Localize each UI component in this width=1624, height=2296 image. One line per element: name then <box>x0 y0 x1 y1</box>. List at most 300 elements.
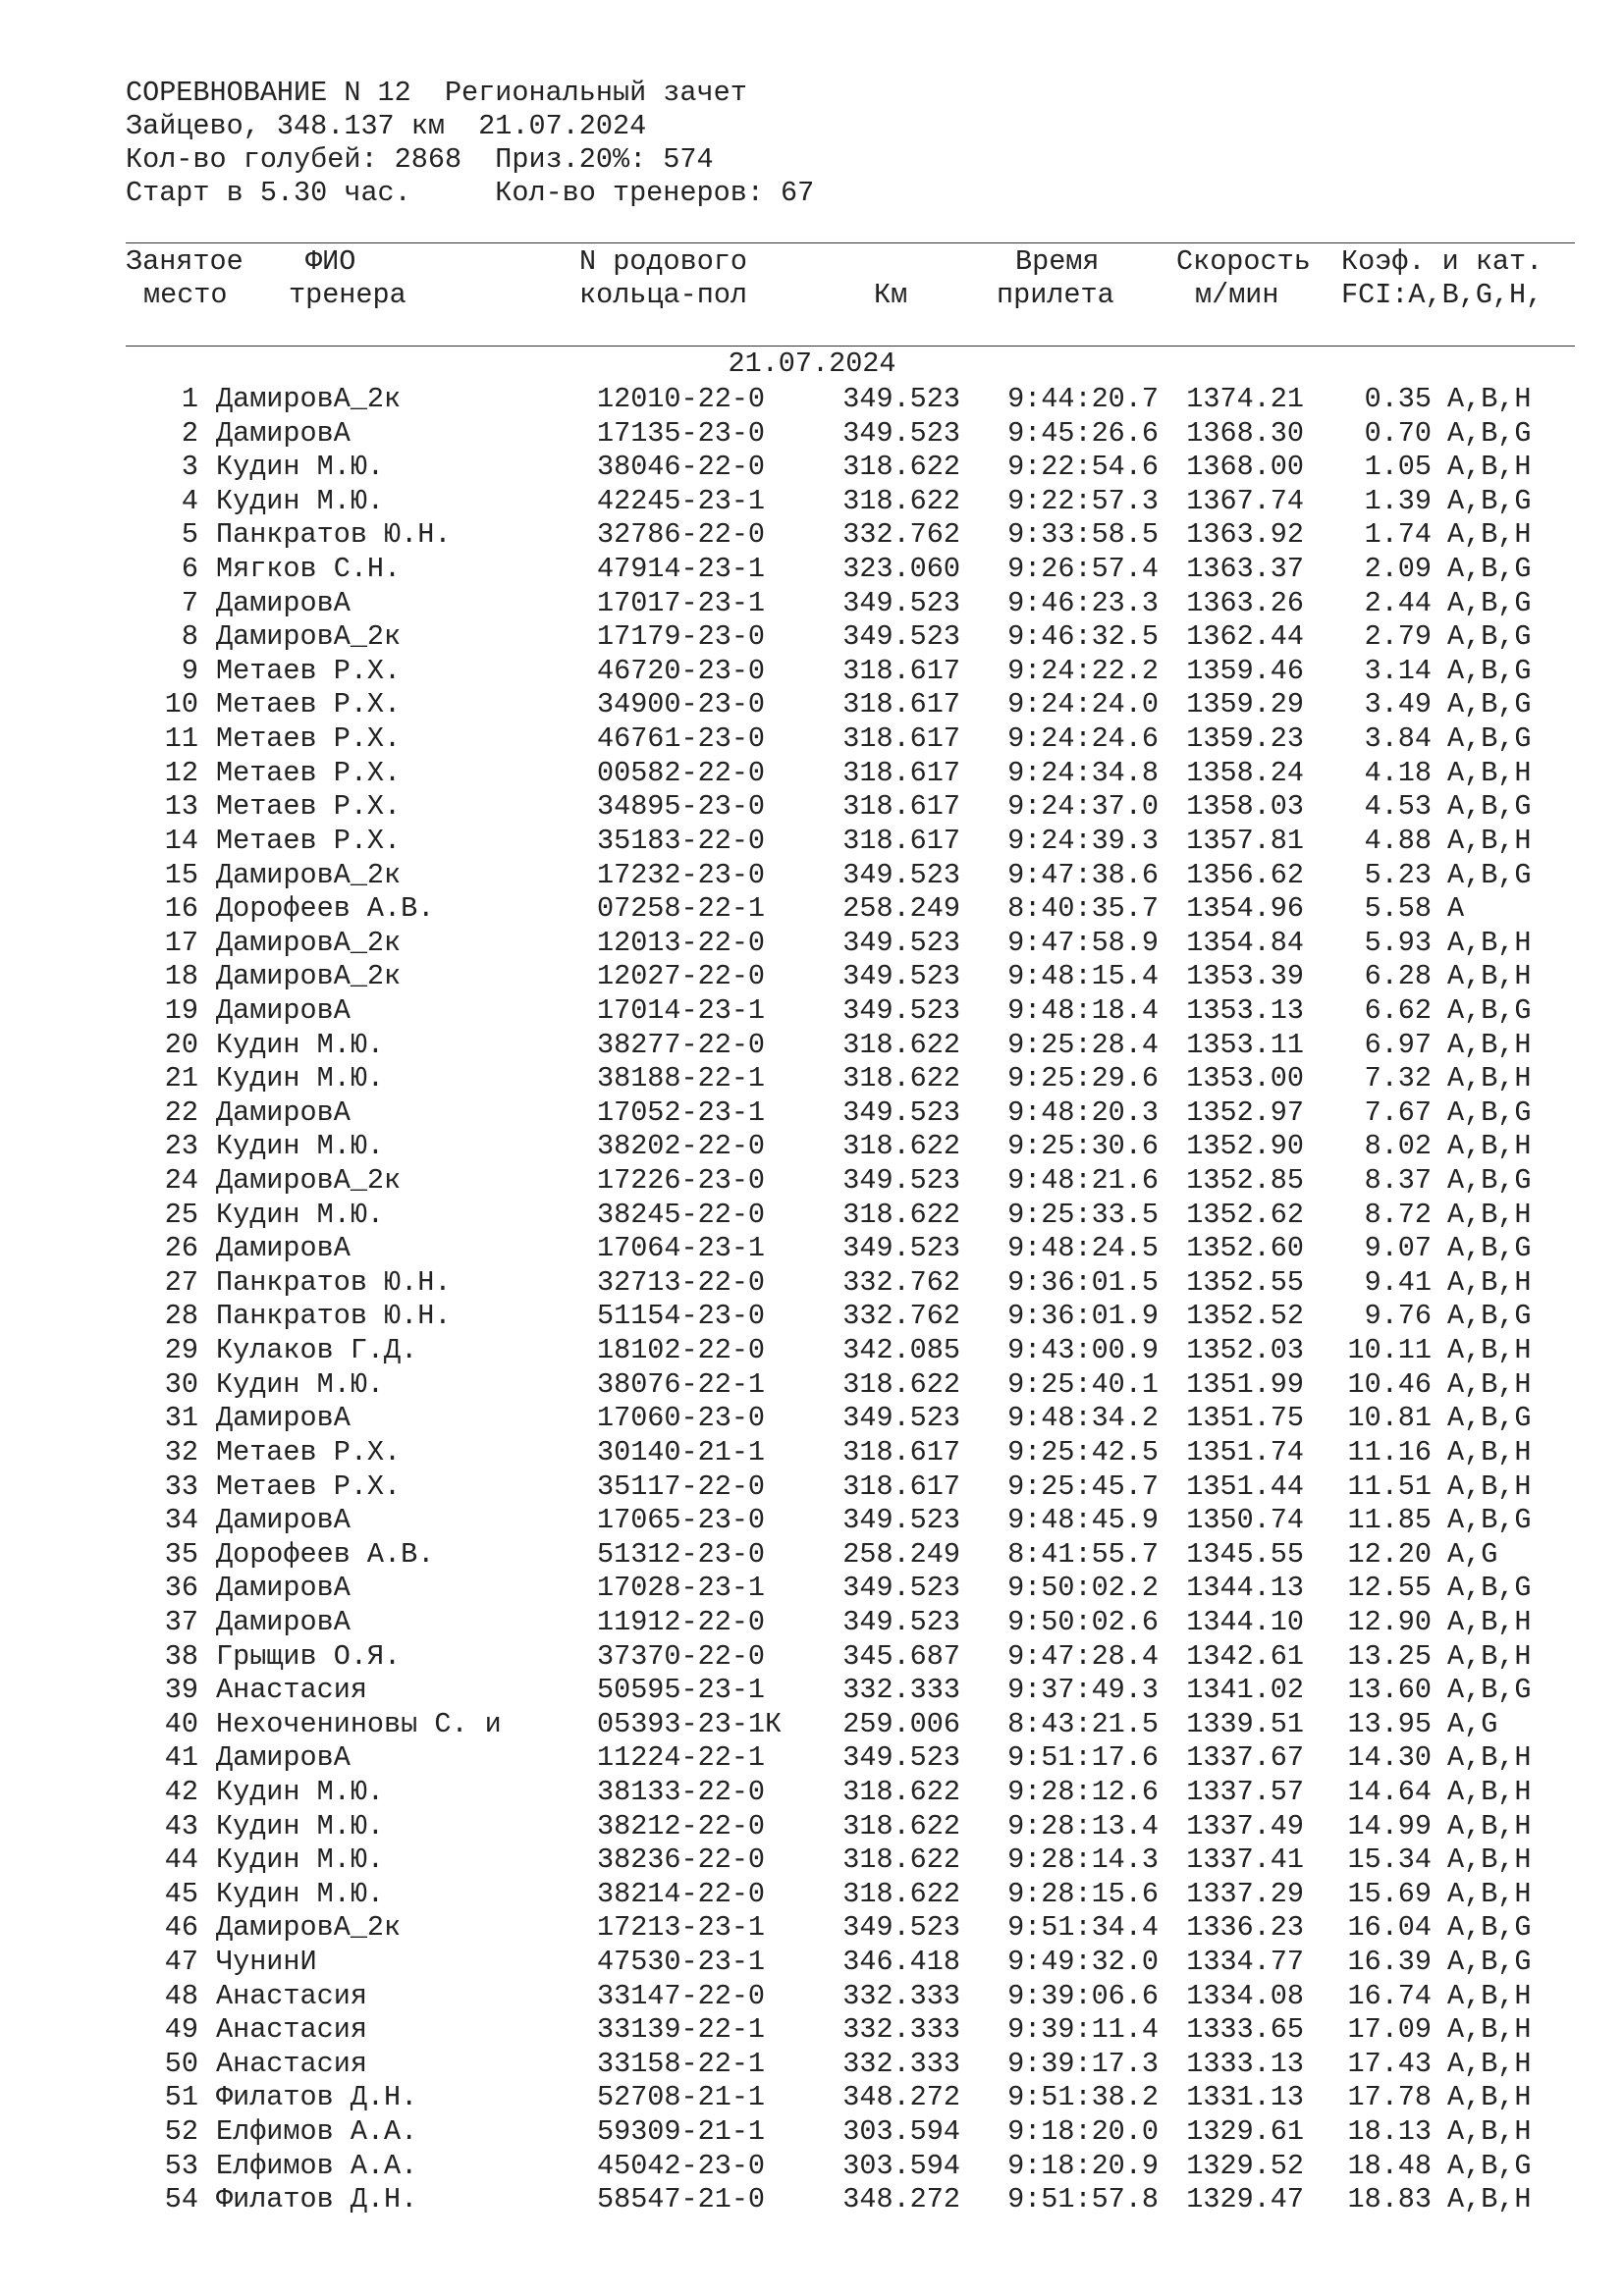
table-row <box>0 825 1624 859</box>
cell-place: 7 <box>181 586 198 619</box>
cell-place: 6 <box>181 553 198 586</box>
cell-place: 20 <box>164 1028 198 1061</box>
cell-coef: 7.32 <box>1364 1062 1432 1095</box>
cell-ring: 34895-23-0 <box>597 790 766 824</box>
cell-category: A,B,G <box>1447 416 1532 450</box>
cell-category: A,B,G <box>1447 1164 1532 1198</box>
cell-name: Филатов Д.Н. <box>216 2081 418 2114</box>
cell-coef: 18.83 <box>1347 2183 1432 2216</box>
table-row <box>0 892 1624 927</box>
cell-category: A,B,G <box>1447 654 1532 687</box>
cell-name: Анастасия <box>216 1674 367 1707</box>
table-row <box>0 1334 1624 1368</box>
cell-arrival-time: 9:45:26.6 <box>1007 416 1159 450</box>
cell-category: A,B,H <box>1447 1028 1532 1061</box>
cell-speed: 1334.77 <box>1186 1946 1304 1979</box>
cell-speed: 1334.08 <box>1186 1979 1304 2012</box>
table-row <box>0 2013 1624 2048</box>
cell-category: A,B,H <box>1447 1062 1532 1095</box>
cell-ring: 12010-22-0 <box>597 383 766 415</box>
cell-km: 303.594 <box>842 2149 960 2182</box>
cell-arrival-time: 9:25:28.4 <box>1007 1028 1159 1061</box>
cell-ring: 32713-22-0 <box>597 1265 766 1299</box>
cell-arrival-time: 9:46:32.5 <box>1007 620 1159 654</box>
cell-coef: 1.05 <box>1364 451 1432 484</box>
cell-place: 41 <box>164 1741 198 1775</box>
cell-km: 349.523 <box>842 1402 960 1435</box>
cell-ring: 42245-23-1 <box>597 484 766 517</box>
cell-name: Дорофеев А.В. <box>216 892 435 926</box>
table-row <box>0 1436 1624 1470</box>
cell-speed: 1333.65 <box>1186 2013 1304 2047</box>
table-row <box>0 859 1624 893</box>
cell-arrival-time: 9:51:57.8 <box>1007 2183 1159 2216</box>
cell-arrival-time: 9:43:00.9 <box>1007 1334 1159 1367</box>
cell-km: 318.622 <box>842 1775 960 1808</box>
cell-category: A,B,H <box>1447 824 1532 857</box>
cell-speed: 1352.97 <box>1186 1095 1304 1129</box>
cell-category: A,B,H <box>1447 2081 1532 2114</box>
cell-coef: 12.55 <box>1347 1572 1432 1605</box>
cell-speed: 1344.10 <box>1186 1605 1304 1638</box>
cell-speed: 1339.51 <box>1186 1707 1304 1740</box>
cell-coef: 12.90 <box>1347 1605 1432 1638</box>
cell-arrival-time: 9:51:34.4 <box>1007 1911 1159 1945</box>
cell-name: Кудин М.Ю. <box>216 484 385 517</box>
cell-km: 332.762 <box>842 518 960 552</box>
start-info: Старт в 5.30 час. Кол-во тренеров: 67 <box>126 177 815 209</box>
table-row <box>0 1776 1624 1810</box>
cell-name: ДамировА_2к <box>216 858 402 891</box>
cell-arrival-time: 9:39:17.3 <box>1007 2047 1159 2080</box>
col-ring-line1: N родового <box>579 245 748 278</box>
cell-speed: 1337.41 <box>1186 1843 1304 1877</box>
table-row <box>0 1096 1624 1131</box>
cell-category: A,B,H <box>1447 1843 1532 1877</box>
cell-km: 349.523 <box>842 586 960 619</box>
cell-speed: 1368.00 <box>1186 451 1304 484</box>
cell-coef: 15.34 <box>1347 1843 1432 1877</box>
table-row <box>0 994 1624 1029</box>
cell-category: A,B,H <box>1447 960 1532 993</box>
table-row <box>0 2048 1624 2082</box>
cell-speed: 1354.96 <box>1186 892 1304 926</box>
cell-coef: 3.84 <box>1364 722 1432 756</box>
cell-coef: 14.64 <box>1347 1775 1432 1808</box>
cell-coef: 17.09 <box>1347 2013 1432 2047</box>
table-row <box>0 1538 1624 1573</box>
cell-km: 332.333 <box>842 1979 960 2012</box>
cell-speed: 1333.13 <box>1186 2047 1304 2080</box>
cell-arrival-time: 9:50:02.2 <box>1007 1572 1159 1605</box>
cell-km: 349.523 <box>842 1572 960 1605</box>
cell-name: Анастасия <box>216 2013 367 2047</box>
date-header: 21.07.2024 <box>728 347 896 380</box>
cell-category: A,B,G <box>1447 1504 1532 1537</box>
cell-speed: 1352.85 <box>1186 1164 1304 1198</box>
cell-km: 349.523 <box>842 383 960 415</box>
cell-name: Кудин М.Ю. <box>216 1367 385 1401</box>
table-row <box>0 1708 1624 1742</box>
cell-km: 318.617 <box>842 722 960 756</box>
cell-coef: 11.85 <box>1347 1504 1432 1537</box>
cell-name: Мягков С.Н. <box>216 553 402 586</box>
cell-speed: 1352.60 <box>1186 1232 1304 1265</box>
cell-name: Метаев Р.Х. <box>216 688 402 721</box>
cell-name: ДамировА <box>216 1095 351 1129</box>
cell-speed: 1351.44 <box>1186 1469 1304 1503</box>
cell-ring: 12027-22-0 <box>597 960 766 993</box>
cell-coef: 10.81 <box>1347 1402 1432 1435</box>
cell-coef: 11.16 <box>1347 1435 1432 1468</box>
cell-speed: 1368.30 <box>1186 416 1304 450</box>
cell-place: 36 <box>164 1572 198 1605</box>
cell-ring: 52708-21-1 <box>597 2081 766 2114</box>
cell-ring: 33139-22-1 <box>597 2013 766 2047</box>
cell-place: 34 <box>164 1504 198 1537</box>
cell-km: 349.523 <box>842 1741 960 1775</box>
cell-ring: 11224-22-1 <box>597 1741 766 1775</box>
cell-km: 349.523 <box>842 620 960 654</box>
cell-arrival-time: 9:39:11.4 <box>1007 2013 1159 2047</box>
cell-coef: 4.18 <box>1364 756 1432 789</box>
cell-ring: 46761-23-0 <box>597 722 766 756</box>
cell-speed: 1331.13 <box>1186 2081 1304 2114</box>
cell-coef: 12.20 <box>1347 1537 1432 1571</box>
cell-place: 8 <box>181 620 198 654</box>
cell-arrival-time: 9:46:23.3 <box>1007 586 1159 619</box>
cell-arrival-time: 9:25:45.7 <box>1007 1469 1159 1503</box>
cell-place: 44 <box>164 1843 198 1877</box>
cell-ring: 17179-23-0 <box>597 620 766 654</box>
table-row <box>0 1029 1624 1063</box>
cell-ring: 35117-22-0 <box>597 1469 766 1503</box>
table-row <box>0 2183 1624 2217</box>
cell-km: 318.622 <box>842 1367 960 1401</box>
cell-km: 342.085 <box>842 1334 960 1367</box>
cell-speed: 1341.02 <box>1186 1674 1304 1707</box>
cell-category: A,B,H <box>1447 451 1532 484</box>
cell-speed: 1374.21 <box>1186 383 1304 415</box>
cell-name: Нехочениновы С. и <box>216 1707 502 1740</box>
cell-category: A,B,H <box>1447 756 1532 789</box>
cell-speed: 1353.00 <box>1186 1062 1304 1095</box>
col-place-line2: место <box>143 279 228 311</box>
table-row <box>0 1572 1624 1606</box>
cell-category: A,B,H <box>1447 1605 1532 1638</box>
cell-place: 43 <box>164 1809 198 1842</box>
cell-arrival-time: 9:28:14.3 <box>1007 1843 1159 1877</box>
cell-speed: 1362.44 <box>1186 620 1304 654</box>
cell-place: 15 <box>164 858 198 891</box>
cell-category: A,B,G <box>1447 586 1532 619</box>
results-table <box>0 383 1624 2217</box>
col-km: Км <box>874 279 908 311</box>
cell-arrival-time: 9:24:34.8 <box>1007 756 1159 789</box>
cell-speed: 1337.49 <box>1186 1809 1304 1842</box>
cell-km: 349.523 <box>842 993 960 1027</box>
cell-km: 318.622 <box>842 1062 960 1095</box>
cell-coef: 15.69 <box>1347 1877 1432 1910</box>
cell-name: Кудин М.Ю. <box>216 1198 385 1231</box>
cell-coef: 14.99 <box>1347 1809 1432 1842</box>
table-row <box>0 553 1624 587</box>
cell-place: 48 <box>164 1979 198 2012</box>
cell-category: A,B,H <box>1447 1435 1532 1468</box>
cell-coef: 11.51 <box>1347 1469 1432 1503</box>
cell-category: A,B,H <box>1447 1198 1532 1231</box>
cell-category: A,B,G <box>1447 1911 1532 1945</box>
cell-ring: 17226-23-0 <box>597 1164 766 1198</box>
cell-place: 21 <box>164 1062 198 1095</box>
cell-ring: 17014-23-1 <box>597 993 766 1027</box>
cell-category: A,B,H <box>1447 1639 1532 1673</box>
cell-name: Метаев Р.Х. <box>216 1469 402 1503</box>
cell-place: 42 <box>164 1775 198 1808</box>
table-row <box>0 620 1624 655</box>
table-row <box>0 451 1624 485</box>
cell-name: Метаев Р.Х. <box>216 790 402 824</box>
cell-ring: 05393-23-1К <box>597 1707 783 1740</box>
table-row <box>0 757 1624 791</box>
cell-name: Кудин М.Ю. <box>216 1775 385 1808</box>
cell-name: Кудин М.Ю. <box>216 1130 385 1163</box>
cell-arrival-time: 9:39:06.6 <box>1007 1979 1159 2012</box>
cell-category: A,G <box>1447 1537 1498 1571</box>
cell-ring: 17028-23-1 <box>597 1572 766 1605</box>
table-row <box>0 1470 1624 1505</box>
cell-arrival-time: 9:50:02.6 <box>1007 1605 1159 1638</box>
cell-km: 318.622 <box>842 451 960 484</box>
cell-ring: 12013-22-0 <box>597 926 766 959</box>
cell-arrival-time: 9:24:24.0 <box>1007 688 1159 721</box>
cell-name: Елфимов А.А. <box>216 2149 418 2182</box>
cell-name: ЧунинИ <box>216 1946 317 1979</box>
cell-category: A <box>1447 892 1465 926</box>
cell-name: Панкратов Ю.Н. <box>216 518 452 552</box>
cell-place: 10 <box>164 688 198 721</box>
cell-category: A,B,G <box>1447 1674 1532 1707</box>
cell-coef: 8.37 <box>1364 1164 1432 1198</box>
cell-place: 35 <box>164 1537 198 1571</box>
cell-coef: 9.07 <box>1364 1232 1432 1265</box>
cell-speed: 1351.74 <box>1186 1435 1304 1468</box>
cell-name: Метаев Р.Х. <box>216 824 402 857</box>
cell-ring: 34900-23-0 <box>597 688 766 721</box>
cell-name: Метаев Р.Х. <box>216 654 402 687</box>
cell-arrival-time: 9:48:20.3 <box>1007 1095 1159 1129</box>
cell-km: 318.617 <box>842 824 960 857</box>
cell-arrival-time: 9:28:12.6 <box>1007 1775 1159 1808</box>
cell-ring: 33147-22-0 <box>597 1979 766 2012</box>
cell-category: A,B,G <box>1447 1946 1532 1979</box>
cell-category: A,B,G <box>1447 1232 1532 1265</box>
cell-speed: 1337.57 <box>1186 1775 1304 1808</box>
cell-coef: 2.44 <box>1364 586 1432 619</box>
cell-ring: 38277-22-0 <box>597 1028 766 1061</box>
cell-speed: 1359.23 <box>1186 722 1304 756</box>
cell-place: 32 <box>164 1435 198 1468</box>
cell-category: A,B,G <box>1447 722 1532 756</box>
cell-km: 318.622 <box>842 484 960 517</box>
cell-name: ДамировА <box>216 586 351 619</box>
cell-category: A,B,G <box>1447 1095 1532 1129</box>
cell-place: 27 <box>164 1265 198 1299</box>
cell-coef: 16.39 <box>1347 1946 1432 1979</box>
cell-arrival-time: 9:18:20.9 <box>1007 2149 1159 2182</box>
cell-coef: 14.30 <box>1347 1741 1432 1775</box>
cell-place: 4 <box>181 484 198 517</box>
cell-arrival-time: 9:48:45.9 <box>1007 1504 1159 1537</box>
cell-coef: 10.11 <box>1347 1334 1432 1367</box>
cell-speed: 1329.47 <box>1186 2183 1304 2216</box>
cell-place: 51 <box>164 2081 198 2114</box>
table-row <box>0 485 1624 519</box>
cell-ring: 17017-23-1 <box>597 586 766 619</box>
cell-speed: 1344.13 <box>1186 1572 1304 1605</box>
cell-arrival-time: 9:25:30.6 <box>1007 1130 1159 1163</box>
cell-km: 318.622 <box>842 1877 960 1910</box>
cell-place: 22 <box>164 1095 198 1129</box>
table-row <box>0 960 1624 994</box>
cell-place: 37 <box>164 1605 198 1638</box>
cell-coef: 10.46 <box>1347 1367 1432 1401</box>
cell-ring: 58547-21-0 <box>597 2183 766 2216</box>
table-row <box>0 790 1624 825</box>
cell-name: Кудин М.Ю. <box>216 1843 385 1877</box>
cell-category: A,B,H <box>1447 1334 1532 1367</box>
cell-ring: 45042-23-0 <box>597 2149 766 2182</box>
cell-name: ДамировА_2к <box>216 1164 402 1198</box>
cell-ring: 11912-22-0 <box>597 1605 766 1638</box>
cell-km: 318.622 <box>842 1843 960 1877</box>
cell-category: A,G <box>1447 1707 1498 1740</box>
cell-name: ДамировА_2к <box>216 926 402 959</box>
cell-arrival-time: 9:48:15.4 <box>1007 960 1159 993</box>
cell-coef: 18.13 <box>1347 2115 1432 2149</box>
cell-arrival-time: 9:18:20.0 <box>1007 2115 1159 2149</box>
cell-name: ДамировА <box>216 993 351 1027</box>
cell-place: 12 <box>164 756 198 789</box>
cell-speed: 1359.29 <box>1186 688 1304 721</box>
cell-ring: 35183-22-0 <box>597 824 766 857</box>
cell-place: 39 <box>164 1674 198 1707</box>
cell-speed: 1350.74 <box>1186 1504 1304 1537</box>
cell-ring: 59309-21-1 <box>597 2115 766 2149</box>
cell-arrival-time: 9:26:57.4 <box>1007 553 1159 586</box>
cell-speed: 1337.67 <box>1186 1741 1304 1775</box>
cell-speed: 1352.03 <box>1186 1334 1304 1367</box>
cell-speed: 1352.55 <box>1186 1265 1304 1299</box>
cell-place: 28 <box>164 1300 198 1333</box>
cell-speed: 1329.61 <box>1186 2115 1304 2149</box>
cell-arrival-time: 8:43:21.5 <box>1007 1707 1159 1740</box>
table-row <box>0 1368 1624 1403</box>
cell-arrival-time: 9:24:24.6 <box>1007 722 1159 756</box>
cell-km: 318.622 <box>842 1130 960 1163</box>
cell-category: A,B,H <box>1447 1469 1532 1503</box>
cell-ring: 38133-22-0 <box>597 1775 766 1808</box>
cell-place: 18 <box>164 960 198 993</box>
table-row <box>0 1843 1624 1878</box>
cell-coef: 9.41 <box>1364 1265 1432 1299</box>
cell-coef: 2.09 <box>1364 553 1432 586</box>
cell-speed: 1352.52 <box>1186 1300 1304 1333</box>
table-row <box>0 927 1624 961</box>
table-row <box>0 1504 1624 1538</box>
cell-ring: 17213-23-1 <box>597 1911 766 1945</box>
cell-place: 14 <box>164 824 198 857</box>
table-row <box>0 1266 1624 1301</box>
cell-km: 349.523 <box>842 416 960 450</box>
cell-ring: 33158-22-1 <box>597 2047 766 2080</box>
cell-speed: 1351.99 <box>1186 1367 1304 1401</box>
cell-name: ДамировА <box>216 1504 351 1537</box>
cell-km: 332.333 <box>842 2047 960 2080</box>
cell-arrival-time: 9:47:58.9 <box>1007 926 1159 959</box>
col-speed-line2: м/мин <box>1195 279 1279 311</box>
pigeon-count: Кол-во голубей: 2868 Приз.20%: 574 <box>126 143 714 176</box>
cell-name: ДамировА <box>216 1402 351 1435</box>
table-row <box>0 1300 1624 1334</box>
cell-ring: 37370-22-0 <box>597 1639 766 1673</box>
cell-category: A,B,H <box>1447 1367 1532 1401</box>
cell-name: ДамировА_2к <box>216 383 402 415</box>
cell-coef: 0.70 <box>1364 416 1432 450</box>
cell-coef: 13.95 <box>1347 1707 1432 1740</box>
cell-coef: 16.74 <box>1347 1979 1432 2012</box>
cell-km: 348.272 <box>842 2081 960 2114</box>
table-row <box>0 383 1624 417</box>
cell-category: A,B,G <box>1447 2149 1532 2182</box>
cell-km: 348.272 <box>842 2183 960 2216</box>
cell-name: Дорофеев А.В. <box>216 1537 435 1571</box>
cell-ring: 46720-23-0 <box>597 654 766 687</box>
table-row <box>0 1980 1624 2014</box>
location-date: Зайцево, 348.137 км 21.07.2024 <box>126 110 647 142</box>
cell-km: 303.594 <box>842 2115 960 2149</box>
cell-km: 323.060 <box>842 553 960 586</box>
table-row <box>0 2150 1624 2184</box>
cell-name: Метаев Р.Х. <box>216 722 402 756</box>
cell-arrival-time: 9:36:01.9 <box>1007 1300 1159 1333</box>
cell-place: 24 <box>164 1164 198 1198</box>
cell-coef: 0.35 <box>1364 383 1432 415</box>
cell-km: 258.249 <box>842 892 960 926</box>
cell-arrival-time: 9:22:57.3 <box>1007 484 1159 517</box>
cell-coef: 17.43 <box>1347 2047 1432 2080</box>
cell-km: 349.523 <box>842 1095 960 1129</box>
cell-km: 349.523 <box>842 926 960 959</box>
col-name-line1: ФИО <box>305 245 356 278</box>
cell-category: A,B,G <box>1447 1300 1532 1333</box>
cell-arrival-time: 9:28:15.6 <box>1007 1877 1159 1910</box>
cell-place: 5 <box>181 518 198 552</box>
cell-name: Панкратов Ю.Н. <box>216 1300 452 1333</box>
cell-km: 318.617 <box>842 756 960 789</box>
cell-coef: 6.97 <box>1364 1028 1432 1061</box>
cell-category: A,B,H <box>1447 1741 1532 1775</box>
table-row <box>0 1878 1624 1912</box>
cell-speed: 1345.55 <box>1186 1537 1304 1571</box>
table-row <box>0 1130 1624 1164</box>
cell-speed: 1353.11 <box>1186 1028 1304 1061</box>
cell-coef: 18.48 <box>1347 2149 1432 2182</box>
cell-coef: 13.60 <box>1347 1674 1432 1707</box>
cell-coef: 8.72 <box>1364 1198 1432 1231</box>
cell-km: 332.333 <box>842 2013 960 2047</box>
cell-category: A,B,G <box>1447 858 1532 891</box>
